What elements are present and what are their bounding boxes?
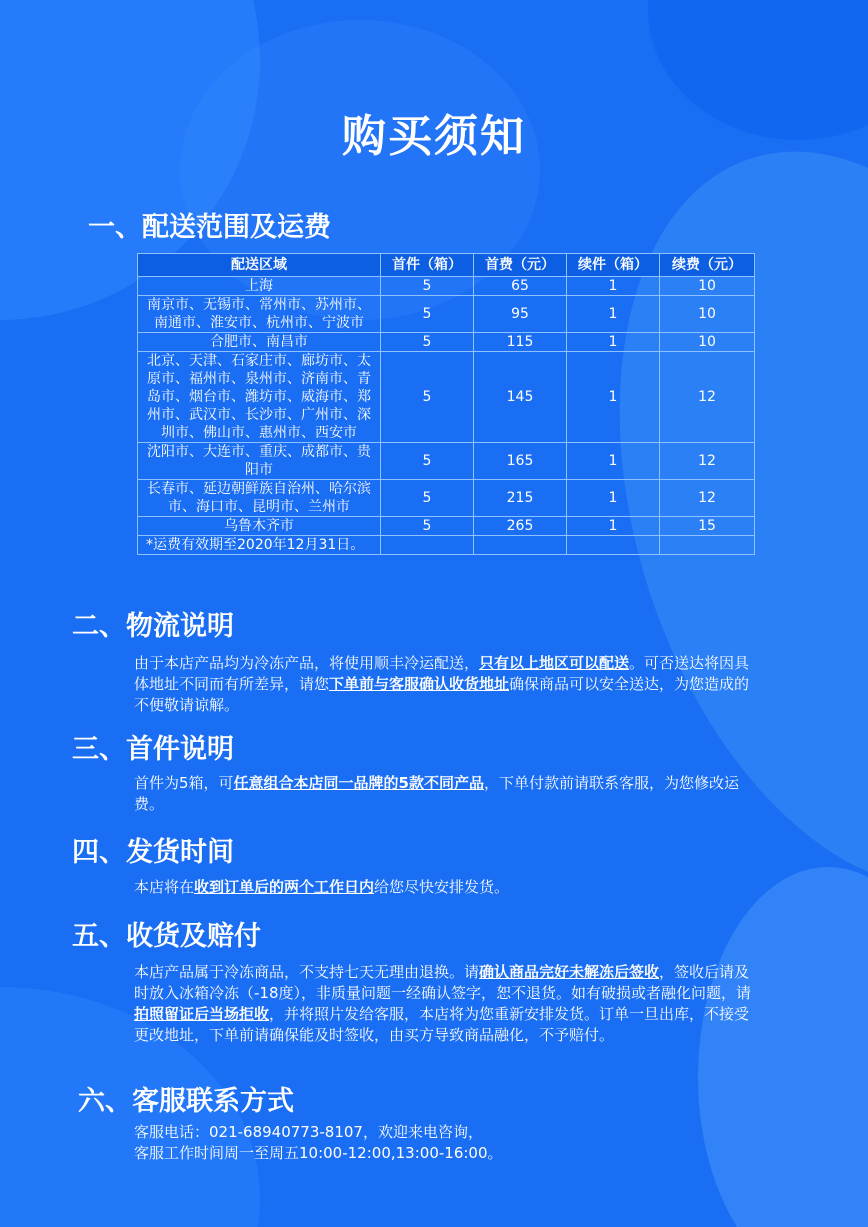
paragraph-text: 本店产品属于冷冻商品，不支持七天无理由退换。请 xyxy=(134,963,480,981)
col-header-first-qty: 首件（箱） xyxy=(381,254,474,277)
cell-first-fee: 65 xyxy=(474,277,567,296)
paragraph-text: 本店将在 xyxy=(134,878,195,896)
cell-region: 北京、天津、石家庄市、廊坊市、太原市、福州市、泉州市、济南市、青岛市、烟台市、潍坊市、威海市、郑州市、武汉市、长沙市、广州市、深圳市、佛山市、惠州市、西安市 xyxy=(138,352,381,443)
empty-cell xyxy=(474,536,567,555)
cell-first-fee: 95 xyxy=(474,296,567,333)
cell-first-qty: 5 xyxy=(381,480,474,517)
paragraph-text: 确保商品可以安全送达，为您造成的不便敬请谅解。 xyxy=(134,675,750,714)
cell-extra-fee: 15 xyxy=(660,517,755,536)
cell-first-fee: 165 xyxy=(474,443,567,480)
emphasis-text: 任意组合本店同一品牌的5款不同产品 xyxy=(233,774,484,792)
cell-extra-qty: 1 xyxy=(567,333,660,352)
emphasis-text: 拍照留证后当场拒收 xyxy=(134,1005,270,1023)
cell-extra-qty: 1 xyxy=(567,296,660,333)
cell-first-qty: 5 xyxy=(381,517,474,536)
cell-first-fee: 115 xyxy=(474,333,567,352)
empty-cell xyxy=(381,536,474,555)
cell-region: 沈阳市、大连市、重庆、成都市、贵阳市 xyxy=(138,443,381,480)
table-note-row xyxy=(138,536,755,555)
cell-extra-fee: 12 xyxy=(660,480,755,517)
section-heading-logistics: 二、物流说明 xyxy=(72,611,234,642)
empty-cell xyxy=(567,536,660,555)
table-row xyxy=(138,352,755,443)
section-heading-first-item: 三、首件说明 xyxy=(72,734,234,765)
customer-service-paragraph xyxy=(134,1122,754,1164)
page-title: 购买须知 xyxy=(342,111,526,162)
cell-first-fee: 215 xyxy=(474,480,567,517)
cell-first-qty: 5 xyxy=(381,296,474,333)
cell-region: 上海 xyxy=(138,277,381,296)
section-heading-shipping-time: 四、发货时间 xyxy=(72,837,234,868)
paragraph-text: 首件为5箱，可 xyxy=(134,774,234,792)
table-row xyxy=(138,277,755,296)
table-row xyxy=(138,480,755,517)
cell-first-qty: 5 xyxy=(381,352,474,443)
table-row xyxy=(138,333,755,352)
cell-first-qty: 5 xyxy=(381,333,474,352)
paragraph-text: ，下单付款前请联系客服，为您修改运费。 xyxy=(134,774,740,813)
emphasis-text: 只有以上地区可以配送 xyxy=(479,654,630,672)
section-heading-receipt-compensation: 五、收货及赔付 xyxy=(72,921,261,952)
service-phone-line: 客服电话：021-68940773-8107，欢迎来电咨询， xyxy=(134,1123,483,1141)
cell-region: 合肥市、南昌市 xyxy=(138,333,381,352)
cell-region: 乌鲁木齐市 xyxy=(138,517,381,536)
section-heading-shipping-range: 一、配送范围及运费 xyxy=(88,212,331,243)
paragraph-text: 由于本店产品均为冷冻产品，将使用顺丰冷运配送， xyxy=(134,654,480,672)
table-row xyxy=(138,517,755,536)
receipt-compensation-paragraph xyxy=(134,962,754,1046)
cell-region: 南京市、无锡市、常州市、苏州市、南通市、淮安市、杭州市、宁波市 xyxy=(138,296,381,333)
shipping-fee-table xyxy=(137,253,755,555)
service-hours-line: 客服工作时间周一至周五10:00-12:00,13:00-16:00。 xyxy=(134,1144,503,1162)
section-heading-customer-service: 六、客服联系方式 xyxy=(78,1086,294,1117)
empty-cell xyxy=(660,536,755,555)
cell-extra-qty: 1 xyxy=(567,443,660,480)
emphasis-text: 确认商品完好未解冻后签收 xyxy=(479,963,660,981)
cell-extra-qty: 1 xyxy=(567,277,660,296)
shipping-time-paragraph xyxy=(134,877,754,898)
cell-extra-fee: 10 xyxy=(660,277,755,296)
logistics-paragraph xyxy=(134,653,754,716)
cell-first-fee: 265 xyxy=(474,517,567,536)
cell-extra-qty: 1 xyxy=(567,480,660,517)
emphasis-text: 下单前与客服确认收货地址 xyxy=(329,675,510,693)
cell-region: 长春市、延边朝鲜族自治州、哈尔滨市、海口市、昆明市、兰州市 xyxy=(138,480,381,517)
cell-first-fee: 145 xyxy=(474,352,567,443)
first-item-paragraph xyxy=(134,773,754,815)
col-header-extra-fee: 续费（元） xyxy=(660,254,755,277)
cell-first-qty: 5 xyxy=(381,277,474,296)
cell-extra-fee: 12 xyxy=(660,352,755,443)
cell-first-qty: 5 xyxy=(381,443,474,480)
paragraph-text: ，签收后请及时放入冰箱冷冻（-18度），非质量问题一经确认签字，恕不退货。如有破损或者融化问题，请 xyxy=(134,963,752,1002)
cell-extra-fee: 10 xyxy=(660,333,755,352)
table-row xyxy=(138,443,755,480)
cell-extra-fee: 10 xyxy=(660,296,755,333)
col-header-extra-qty: 续件（箱） xyxy=(567,254,660,277)
col-header-region: 配送区域 xyxy=(138,254,381,277)
table-row xyxy=(138,296,755,333)
cell-extra-qty: 1 xyxy=(567,352,660,443)
paragraph-text: 。可否送达将因具体地址不同而有所差异，请您 xyxy=(134,654,750,693)
table-header-row xyxy=(138,254,755,277)
cell-extra-fee: 12 xyxy=(660,443,755,480)
paragraph-text: 给您尽快安排发货。 xyxy=(374,878,510,896)
emphasis-text: 收到订单后的两个工作日内 xyxy=(194,878,375,896)
fee-validity-note: *运费有效期至2020年12月31日。 xyxy=(138,536,381,555)
paragraph-text: ，并将照片发给客服，本店将为您重新安排发货。订单一旦出库，不接受更改地址，下单前请确保能及时签收，由买方导致商品融化，不予赔付。 xyxy=(134,1005,750,1044)
cell-extra-qty: 1 xyxy=(567,517,660,536)
col-header-first-fee: 首费（元） xyxy=(474,254,567,277)
